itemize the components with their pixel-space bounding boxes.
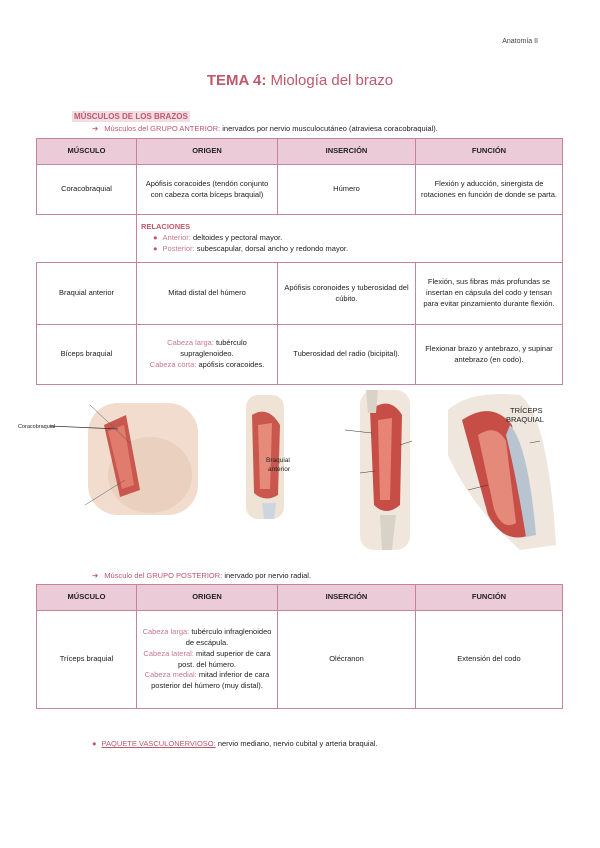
anterior-group-label: Músculos del GRUPO ANTERIOR: (104, 124, 221, 133)
posterior-group-label: Músculo del GRUPO POSTERIOR: (104, 571, 223, 580)
muscle-origin (137, 611, 278, 709)
muscle-name: Bíceps braquial (37, 325, 137, 385)
fig-label-braquial-2: anterior (268, 466, 291, 473)
origin-head-long-label: Cabeza larga: (167, 338, 214, 348)
section-heading: MÚSCULOS DE LOS BRAZOS (74, 112, 188, 121)
relaciones-anterior-label: Anterior: (162, 233, 191, 243)
muscle-function: Flexionar brazo y antebrazo, y supinar antebrazo (en codo). (416, 325, 563, 385)
muscle-function: Flexión, sus fibras más profundas se insertan en cápsula del codo y tensan para evitar pinzamiento durante flexión. (416, 263, 563, 325)
table-row (37, 325, 563, 385)
braquial-anterior-figure (246, 395, 291, 519)
muscle-insertion: Tuberosidad del radio (bicipital). (278, 325, 416, 385)
origin-head-medial-label: Cabeza medial: (144, 670, 197, 680)
vasculonervous-label: PAQUETE VASCULONERVIOSO: (101, 739, 216, 748)
col-header-musculo: MÚSCULO (37, 585, 137, 611)
biceps-figure (345, 390, 412, 550)
relaciones-posterior-label: Posterior: (162, 243, 195, 253)
col-header-insercion: INSERCIÓN (278, 139, 416, 165)
fig-label-braquial-1: Braquial (266, 457, 290, 464)
table-row (37, 611, 563, 709)
relaciones-title: RELACIONES (141, 222, 191, 232)
muscle-name: Coracobraquial (37, 165, 137, 215)
anterior-group-intro (92, 124, 438, 133)
muscle-insertion: Olécranon (278, 611, 416, 709)
coracobraquial-figure (18, 403, 198, 515)
vasculonervous-note (92, 739, 378, 748)
page-title (0, 72, 600, 89)
muscle-insertion: Húmero (278, 165, 416, 215)
muscle-name: Tríceps braquial (37, 611, 137, 709)
anatomy-figures (0, 385, 600, 555)
bullet-icon: ● (153, 233, 158, 243)
muscle-origin: Apófisis coracoides (tendón conjunto con cabeza corta bíceps braquial) (137, 165, 278, 215)
origin-head-long-label: Cabeza larga: (142, 626, 190, 636)
relaciones-spacer (37, 215, 137, 263)
table-row (37, 263, 563, 325)
col-header-origen: ORIGEN (137, 585, 278, 611)
posterior-group-text: inervado por nervio radial. (222, 571, 312, 580)
fig-label-coracobraquial: Coracobraquial (18, 424, 56, 430)
muscle-origin (137, 325, 278, 385)
posterior-muscles-table (36, 584, 563, 709)
anterior-muscles-table (36, 138, 563, 385)
fig-label-triceps-2: BRAQUIAL (506, 415, 544, 424)
origin-head-lateral-text: mitad superior de cara post. del húmero. (178, 648, 271, 669)
origin-head-medial-text: mitad inferior de cara posterior del húmero (muy distal). (151, 670, 270, 691)
bullet-icon: ● (153, 243, 158, 253)
posterior-group-intro (92, 571, 311, 580)
table-row (37, 165, 563, 215)
muscle-name: Braquial anterior (37, 263, 137, 325)
vasculonervous-text: nervio mediano, nervio cubital y arteria braquial. (215, 739, 378, 748)
anterior-group-text: inervados por nervio musculocutáneo (atraviesa coracobraquial). (220, 124, 438, 133)
relaciones-row (37, 215, 563, 263)
arrow-right-icon: ➔ (92, 571, 99, 580)
relaciones-cell (137, 215, 563, 263)
col-header-funcion: FUNCIÓN (416, 139, 563, 165)
relaciones-anterior-text: deltoides y pectoral mayor. (190, 233, 283, 243)
title-topic-number: TEMA 4: (206, 72, 267, 89)
col-header-insercion: INSERCIÓN (278, 585, 416, 611)
muscle-insertion: Apófisis coronoides y tuberosidad del cúbito. (278, 263, 416, 325)
arrow-right-icon: ➔ (92, 124, 99, 133)
page-header-course: Anatomía II (502, 38, 538, 45)
fig-label-triceps-1: TRÍCEPS (510, 406, 543, 415)
origin-head-short-label: Cabeza corta: (149, 359, 197, 369)
origin-head-short-text: apófisis coracoides. (196, 359, 265, 369)
muscle-origin: Mitad distal del húmero (137, 263, 278, 325)
col-header-origen: ORIGEN (137, 139, 278, 165)
relaciones-posterior-text: subescapular, dorsal ancho y redondo mayor. (194, 243, 349, 253)
col-header-funcion: FUNCIÓN (416, 585, 563, 611)
relaciones-anterior (153, 233, 558, 244)
muscle-function: Extensión del codo (416, 611, 563, 709)
origin-head-long-text: tubérculo supraglenoideo. (180, 338, 247, 359)
triceps-figure (448, 394, 556, 550)
bullet-icon: ● (92, 739, 97, 748)
col-header-musculo: MÚSCULO (37, 139, 137, 165)
relaciones-posterior (153, 244, 558, 255)
title-topic-name: Miología del brazo (266, 72, 394, 89)
origin-head-long-text: tubérculo infraglenoideo de escápula. (185, 626, 272, 647)
origin-head-lateral-label: Cabeza lateral: (143, 648, 194, 658)
muscle-function: Flexión y aducción, sinergista de rotaciones en función de donde se parta. (416, 165, 563, 215)
